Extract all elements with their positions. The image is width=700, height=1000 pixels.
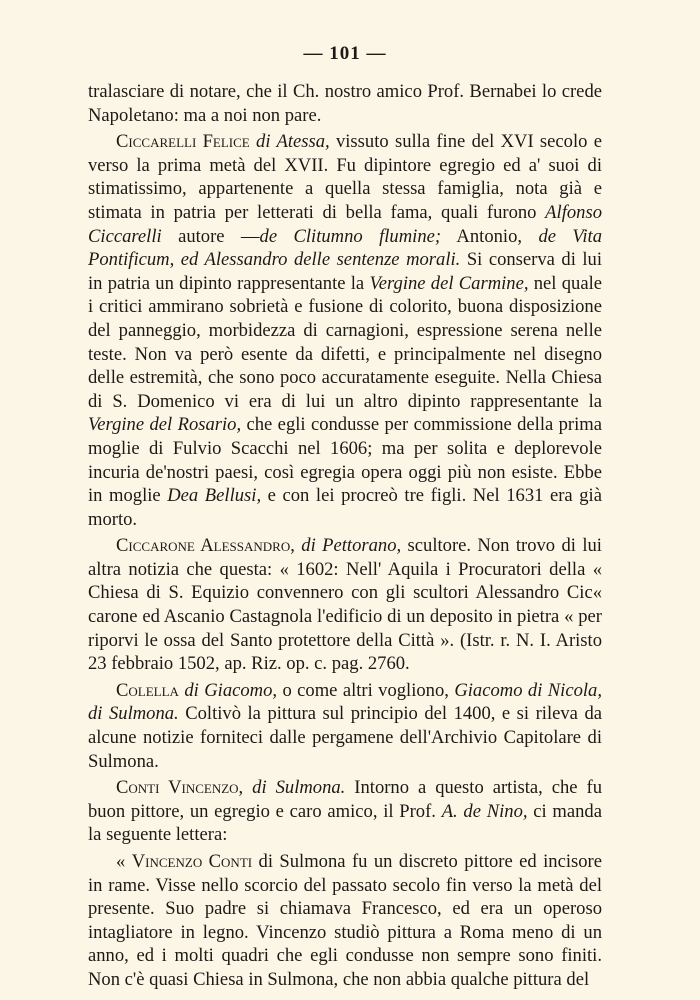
entry-heading: Conti Vincenzo, bbox=[116, 777, 244, 799]
entry-ciccarone-alessandro: Ciccarone Alessandro, di Pettorano, scultore. Non trovo di lui altra notizia che questa: « 1602: Nell' Aquila i Procuratori della « Chiesa di S. Equizio convennero con gli scultori Alessandro Cic« carone ed Ascanio Castagnola l'edificio di un deposito in pietra « per riporvi le ossa del Santo protettore della Città ». (Istr. r. N. I. Aristo 23 febbraio 1502, ap. Riz. op. c. pag. 2760. bbox=[88, 535, 602, 675]
entry-origin: di Atessa, bbox=[256, 131, 330, 153]
entry-origin: di Sulmona. bbox=[252, 777, 346, 799]
entry-origin: di Giacomo, bbox=[184, 679, 278, 701]
entry-heading: Ciccarelli Felice bbox=[116, 131, 250, 153]
entry-heading: Vincenzo Conti bbox=[131, 851, 253, 872]
page-number: — 101 — bbox=[303, 43, 387, 64]
page-body bbox=[88, 80, 602, 992]
entry-colella: Colella di Giacomo, o come altri vogliono, Giacomo di Nicola, di Sulmona. Coltivò la pittura sul principio del 1400, e si rileva da alcune notizie forniteci dalle pergamene dell'Archivio Capitolare di Sulmona. bbox=[88, 679, 602, 772]
entry-heading: Colella bbox=[116, 679, 179, 701]
entry-origin: di Pettorano, bbox=[301, 535, 402, 557]
entry-heading: Ciccarone Alessandro, bbox=[116, 535, 295, 557]
entry-conti-vincenzo: Conti Vincenzo, di Sulmona. Intorno a questo artista, che fu buon pittore, un egregio e caro amico, il Prof. A. de Nino, ci manda la seguente lettera: bbox=[88, 777, 602, 846]
entry-ciccarelli-felice: Ciccarelli Felice di Atessa, vissuto sulla fine del XVI secolo e verso la prima metà del XVII. Fu dipintore egregio ed a' suoi di stimatissimo, appartenente a quella stessa famiglia, nota già e stimata in patria per letterati di bella fama, quali furono Alfonso Ciccarelli autore —de Clitumno flumine; Antonio, de Vita Pontificum, ed Alessandro delle sentenze morali. Si conserva di lui in patria un dipinto rappresentante la Vergine del Carmine, nel quale i critici ammirano sobrietà e fusione di colorito, buona disposizione del panneggio, morbidezza di carnagioni, espressione serena nelle teste. Non va però esente da difetti, e principalmente nel disegno delle estremità, che sono poco accuratamente eseguite. Nella Chiesa di S. Domenico vi era di lui un altro dipinto rappresentante la Vergine del Rosario, che egli condusse per commissione della prima moglie di Fulvio Scacchi nel 1606; ma per solita e deplorevole incuria de'nostri paesi, così egregia opera oggi più non esiste. Ebbe in moglie Dea Bellusi, e con lei procreò tre figli. Nel 1631 era già morto. bbox=[88, 131, 603, 530]
paragraph-continuation: tralasciare di notare, che il Ch. nostro amico Prof. Bernabei lo crede Napoletano: ma a noi non pare. bbox=[88, 81, 602, 126]
quoted-letter: « Vincenzo Conti di Sulmona fu un discreto pittore ed incisore in rame. Visse nello scorcio del passato secolo fin verso la metà del presente. Suo padre si chiamava Francesco, ed era un operoso intagliatore in legno. Vincenzo studiò pittura a Roma meno di un anno, ed i molti quadri che egli condusse non sempre sono finiti. Non c'è quasi Chiesa in Sulmona, che non abbia qualche pittura del bbox=[88, 851, 602, 990]
